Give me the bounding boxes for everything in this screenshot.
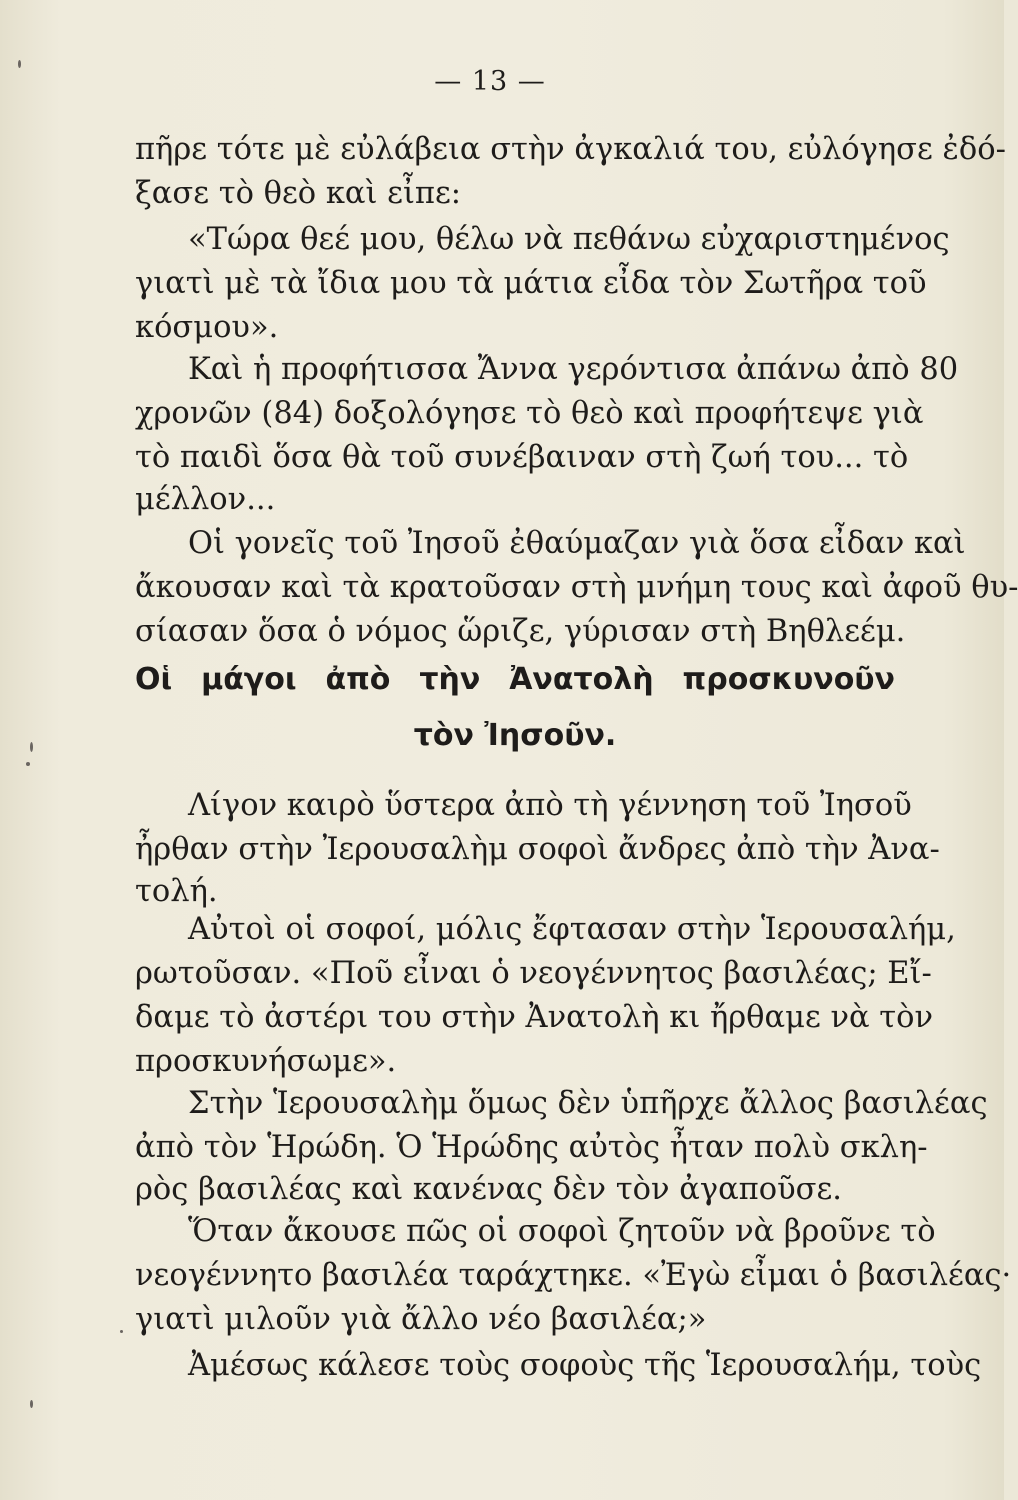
- scan-speck: [30, 742, 33, 752]
- text-line: τὸ παιδὶ ὅσα θὰ τοῦ συνέβαιναν στὴ ζωή του... τὸ: [135, 440, 909, 475]
- text-line: προσκυνήσωμε».: [135, 1044, 397, 1079]
- text-line: Οἱ γονεῖς τοῦ Ἰησοῦ ἐθαύμαζαν γιὰ ὅσα εἶδαν καὶ: [188, 526, 966, 561]
- text-line: γιατὶ μὲ τὰ ἴδια μου τὰ μάτια εἶδα τὸν Σωτῆρα τοῦ: [135, 266, 927, 301]
- text-line: πῆρε τότε μὲ εὐλάβεια στὴν ἀγκαλιά του, εὐλόγησε ἐδό-: [135, 132, 1006, 167]
- text-line: κόσμου».: [135, 310, 279, 345]
- scan-speck: [30, 1400, 33, 1408]
- text-line: ρὸς βασιλέας καὶ κανένας δὲν τὸν ἀγαποῦσε.: [135, 1172, 842, 1207]
- section-heading: τὸν Ἰησοῦν.: [413, 718, 617, 753]
- text-line: Λίγον καιρὸ ὕστερα ἀπὸ τὴ γέννηση τοῦ Ἰησοῦ: [188, 788, 912, 823]
- text-line: Καὶ ἡ προφήτισσα Ἄννα γερόντισα ἀπάνω ἀπὸ 80: [188, 352, 959, 387]
- text-line: ἄκουσαν καὶ τὰ κρατοῦσαν στὴ μνήμη τους καὶ ἀφοῦ θυ-: [135, 570, 1018, 605]
- text-line: σίασαν ὅσα ὁ νόμος ὥριζε, γύρισαν στὴ Βηθλεέμ.: [135, 614, 906, 649]
- text-line: ξασε τὸ θεὸ καὶ εἶπε:: [135, 176, 462, 211]
- text-line: Στὴν Ἱερουσαλὴμ ὅμως δὲν ὑπῆρχε ἄλλος βασιλέας: [188, 1086, 988, 1121]
- text-line: Ὅταν ἄκουσε πῶς οἱ σοφοὶ ζητοῦν νὰ βροῦνε τὸ: [188, 1214, 936, 1249]
- section-heading: Οἱ μάγοι ἀπὸ τὴν Ἀνατολὴ προσκυνοῦν: [135, 662, 895, 697]
- text-line: Ἀμέσως κάλεσε τοὺς σοφοὺς τῆς Ἱερουσαλήμ, τοὺς: [188, 1348, 982, 1383]
- scan-speck: [26, 762, 30, 766]
- text-line: νεογέννητο βασιλέα ταράχτηκε. «Ἐγὼ εἶμαι ὁ βασιλέας·: [135, 1258, 1012, 1293]
- page-number: — 13 —: [434, 66, 546, 97]
- text-line: χρονῶν (84) δοξολόγησε τὸ θεὸ καὶ προφήτεψε γιὰ: [135, 396, 924, 431]
- text-line: ἦρθαν στὴν Ἰερουσαλὴμ σοφοὶ ἄνδρες ἀπὸ τὴν Ἀνα-: [135, 832, 940, 867]
- scan-speck: [120, 1330, 123, 1333]
- text-line: γιατὶ μιλοῦν γιὰ ἄλλο νέο βασιλέα;»: [135, 1302, 707, 1337]
- text-line: μέλλον...: [135, 482, 276, 517]
- text-line: δαμε τὸ ἀστέρι του στὴν Ἀνατολὴ κι ἤρθαμε νὰ τὸν: [135, 1000, 934, 1035]
- scan-speck: [18, 60, 21, 68]
- text-line: «Τώρα θεέ μου, θέλω νὰ πεθάνω εὐχαριστημένος: [188, 222, 950, 257]
- text-line: ἀπὸ τὸν Ἡρώδη. Ὁ Ἡρώδης αὐτὸς ἦταν πολὺ σκλη-: [135, 1130, 928, 1165]
- text-line: τολή.: [135, 874, 218, 909]
- text-line: Αὐτοὶ οἱ σοφοί, μόλις ἔφτασαν στὴν Ἱερουσαλήμ,: [188, 912, 956, 947]
- text-line: ρωτοῦσαν. «Ποῦ εἶναι ὁ νεογέννητος βασιλέας; Εἴ-: [135, 956, 932, 991]
